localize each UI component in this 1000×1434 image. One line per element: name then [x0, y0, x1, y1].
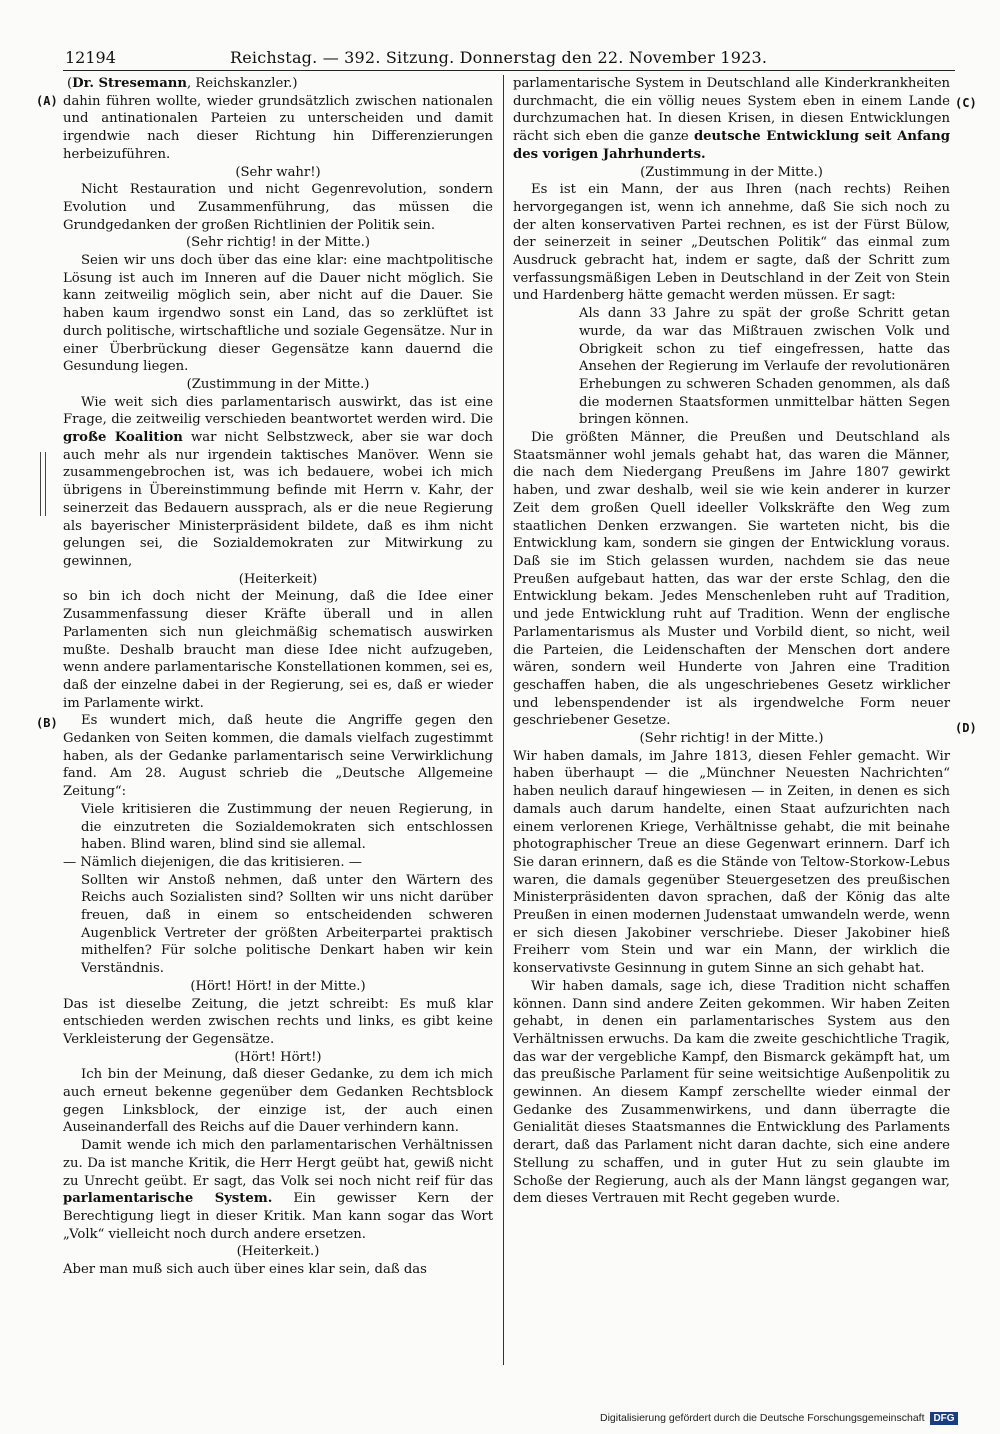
header-rule: [63, 70, 955, 71]
reaction: (Zustimmung in der Mitte.): [640, 164, 823, 180]
margin-marker-d: (D): [955, 721, 977, 735]
paragraph: Es ist ein Mann, der aus Ihren (nach rechts) Reihen hervorgegangen ist, wenn ich annehme, daß Sie sich noch zu der alten konservativen Partei rechnen, es ist der Fürst Bülow, der seinerzeit in seiner „Deutschen Politik“ das einmal zum Ausdruck gebracht hat, indem er sagte, daß der Schritt zum verfassungsmäßigen Leben in Deutschland in der Zeit von Stein und Hardenberg hätte gemacht werden müssen. Er sagt:: [513, 182, 950, 304]
reaction: (Heiterkeit): [238, 571, 318, 587]
page-header: [65, 48, 950, 70]
emphasis: parlamentarische System.: [63, 1191, 273, 1207]
emphasis: deutsche Entwicklung seit Anfang des vorigen Jahrhunderts.: [513, 129, 950, 162]
speaker-line: (Dr. Stresemann, Reichskanzler.): [67, 76, 298, 91]
text-run: Ein gewisser Kern der Berechtigung liegt in dieser Kritik. Man kann sogar das Wort „Volk“ vielleicht noch durch andere ersetzen.: [63, 1191, 493, 1242]
quote-line: Als dann 33 Jahre zu spät der große Schritt getan wurde, da war das Mißtrauen zwischen Volk und Obrigkeit schon zu tief eingefressen, hatte das Ansehen der Regierung im Verlaufe der revolutionären Erhebungen zu schweren Schaden genommen, als daß die modernen Staatsformen unmittelbar hätten Segen bringen können.: [579, 306, 950, 428]
quotation: [63, 801, 493, 854]
text-run: Damit wende ich mich den parlamentarischen Verhältnissen zu. Da ist manche Kritik, die Herr Hergt geübt hat, gewiß nicht zu Unrecht geübt. Er sagt, das Volk sei noch nicht reif für das: [63, 1138, 493, 1189]
margin-mark: [40, 452, 46, 516]
reaction: (Zustimmung in der Mitte.): [186, 376, 370, 392]
paragraph: [63, 394, 493, 571]
margin-marker-b: (B): [36, 716, 58, 730]
paragraph: Wir haben damals, im Jahre 1813, diesen Fehler gemacht. Wir haben überhaupt — die „Münchner Neuesten Nachrichten“ haben neulich darauf hingewiesen — in Zeiten, in denen es sich damals auch darum handelte, einen Staat aufzurichten nach einem verlorenen Kriege, Verhältnisse gehabt, die mit beinahe photographischer Treue an diese Gegenwart erinnern. Darf ich Sie daran erinnern, daß es die Stände von Teltow-Storkow-Lebus waren, die damals gegenüber Steuergesetzen des preußischen Ministerpräsidenten davon sprachen, daß der König das alte Preußen in einen modernen Judenstaat umwandeln werde, wenn er sich diesen Jakobiner verschriebe. Dieser Jakobiner hieß Freiherr vom Stein und war ein Mann, der wirklich die konservativste Gesinnung in gutem Sinne an sich gehabt hat.: [513, 748, 950, 977]
paragraph: Aber man muß sich auch über eines klar sein, daß das: [63, 1262, 427, 1278]
reaction: (Hört! Hört!): [234, 1049, 322, 1065]
quote-line: Viele kritisieren die Zustimmung der neuen Regierung, in die einzutreten die Sozialdemokraten sich entschlossen haben. Blind waren, blind sind sie allemal.: [81, 801, 493, 853]
quotation: [63, 872, 493, 978]
paragraph: [63, 1137, 493, 1243]
paragraph: Nicht Restauration und nicht Gegenrevolution, sondern Evolution und Zusammenführung, das müssen die Grundgedanken der großen Richtlinien der Politik sein.: [63, 182, 493, 233]
left-column: [63, 75, 493, 1279]
reaction: (Sehr wahr!): [235, 164, 321, 180]
margin-marker-a: (A): [36, 94, 58, 108]
speaker-role: , Reichskanzler.): [186, 76, 298, 91]
dfg-logo: DFG: [930, 1412, 957, 1425]
page-number: 12194: [65, 48, 116, 67]
paragraph: so bin ich doch nicht der Meinung, daß die Idee einer Zusammenfassung dieser Kräfte überall und in allen Parlamenten sich nun gleichmäßig schematisch auswirken mußte. Deshalb braucht man diese Idee nicht aufzugeben, wenn andere parlamentarische Konstellationen kommen, sei es, daß der einzelne dabei in der Regierung, sei es, daß er wieder im Parlamente wirkt.: [63, 589, 493, 711]
emphasis: große Koalition: [63, 430, 183, 446]
text-run: Wie weit sich dies parlamentarisch auswirkt, das ist eine Frage, die zeitweilig verschieden beantwortet werden wird. Die: [63, 394, 493, 428]
text-run: war nicht Selbstzweck, aber sie war doch auch mehr als nur irgendein taktisches Manöver. Wenn sie zusammengebrochen ist, was ich bedauere, wobei ich mich übrigens in Übereinstimmung befinde mit Herrn v. Kahr, der seinerzeit das Bedauern aussprach, als er die neue Regierung als bayerischer Ministerpräsident bildete, daß es ihm nicht gelungen sei, die Sozialdemokraten zur Mitwirkung zu gewinnen,: [63, 430, 493, 569]
right-column: [513, 75, 950, 1208]
quotation: [513, 305, 950, 429]
paragraph: Wir haben damals, sage ich, diese Tradition nicht schaffen können. Dann sind andere Zeiten gekommen. Wir haben Zeiten gehabt, in denen ein parlamentarisches System aus den Verhältnissen erwuchs. Da kam die zweite geschichtliche Tragik, das war der vergebliche Kampf, den Bismarck gekämpft hat, um das preußische Parlament für seine weitsichtige Außenpolitik zu gewinnen. An diesem Kampf zerschellte wieder einmal der Gedanke des Zusammenwirkens, und dann überragte die Genialität dieses Staatsmannes die Entwicklung des Parlaments derart, daß das Parlament nicht daran dachte, sich eine andere Stellung zu schaffen, und in guter Hut zu sein glaubte im Schoße der Regierung, auch als der Mann längst gegangen war, dem dieses Vertrauen mit Recht gegeben wurde.: [513, 978, 950, 1207]
paragraph: Es wundert mich, daß heute die Angriffe gegen den Gedanken von Seiten kommen, die damals vielfach zugestimmt haben, als der Gedanke parlamentarisch seine Verwirklichung fand. Am 28. August schrieb die „Deutsche Allgemeine Zeitung“:: [63, 713, 493, 800]
footer-text: Digitalisierung gefördert durch die Deutsche Forschungsgemeinschaft: [600, 1412, 925, 1424]
reaction: (Heiterkeit.): [236, 1244, 320, 1260]
paragraph: Das ist dieselbe Zeitung, die jetzt schreibt: Es muß klar entschieden werden zwischen rechts und links, es gibt keine Verkleisterung der Gegensätze.: [63, 996, 493, 1047]
footer-credit: [600, 1412, 992, 1426]
paragraph: [513, 75, 950, 164]
paragraph: Seien wir uns doch über das eine klar: eine machtpolitische Lösung ist auch im Inneren auf die Dauer nicht möglich. Sie kann zeitweilig möglich sein, aber nicht auf die Dauer. Sie haben kaum irgendwo sonst ein Land, das so zerklüftet ist durch politische, wirtschaftliche und soziale Gegensätze. Nur in einer Überbrückung dieser Gegensätze kann dauernd die Gesundung liegen.: [63, 253, 493, 375]
margin-marker-c: (C): [955, 96, 977, 110]
reaction: (Hört! Hört! in der Mitte.): [190, 978, 366, 994]
column-divider: [503, 75, 504, 1365]
paragraph: dahin führen wollte, wieder grundsätzlich zwischen nationalen und antinationalen Parteien zu unterscheiden und damit irgendwie nach dieser Richtung hin Differenzierungen herbeizuführen.: [63, 93, 493, 162]
reaction: (Sehr richtig! in der Mitte.): [186, 235, 370, 251]
quote-line: Sollten wir Anstoß nehmen, daß unter den Wärtern des Reichs auch Sozialisten sind? Sollten wir uns nicht darüber freuen, daß in einem so entscheidenden schweren Augenblick Vertreter der größten Arbeiterpartei praktisch mithelfen? Für solche politische Denkart haben wir kein Verständnis.: [81, 872, 493, 977]
text-run: parlamentarische System in Deutschland alle Kinderkrankheiten durchmacht, die ein völlig neues System eben in einem Lande durchzumachen hat. In diesen Krisen, in diesen Entwicklungen rächt sich eben die ganze: [513, 76, 950, 145]
paragraph: Ich bin der Meinung, daß dieser Gedanke, zu dem ich mich auch erneut bekenne gegenüber dem Gedanken Rechtsblock gegen Linksblock, der einzige ist, der auch einen Auseinanderfall des Reichs auf die Dauer verhindern kann.: [63, 1067, 493, 1136]
speaker-name: Dr. Stresemann: [72, 76, 187, 91]
reaction: (Sehr richtig! in der Mitte.): [639, 731, 824, 747]
paragraph: Die größten Männer, die Preußen und Deutschland als Staatsmänner wohl jemals gehabt hat, das waren die Männer, die nach dem Niedergang Preußens im Jahre 1807 gewirkt haben, und zwar deshalb, weil sie wie kein anderer in kurzer Zeit dem großen Quell ideeller Volkskräfte den Weg zum staatlichen Denken erzwangen. Sie warteten nicht, bis die Entwicklung kam, sondern sie gingen der Entwicklung voraus. Daß sie im Stich gelassen wurden, nachdem sie das neue Preußen aufgebaut hatten, das war der erste Schlag, den die Entwicklung bekam. Jedes Menschenleben ruht auf Tradition, und jede Entwicklung ruht auf Tradition. Wenn der englische Parlamentarismus als Muster und Vorbild dient, so nicht, weil die Parteien, die Leidenschaften der Menschen dort andere wären, sondern weil Hunderte von Jahren eine Tradition geschaffen haben, die als ungeschriebenes Gesetz wirklicher und lebenspendender ist als irgendwelche Form neuer geschriebener Gesetze.: [513, 430, 950, 729]
running-title: Reichstag. — 392. Sitzung. Donnerstag den 22. November 1923.: [230, 48, 768, 67]
interjection: — Nämlich diejenigen, die das kritisieren. —: [63, 854, 362, 870]
